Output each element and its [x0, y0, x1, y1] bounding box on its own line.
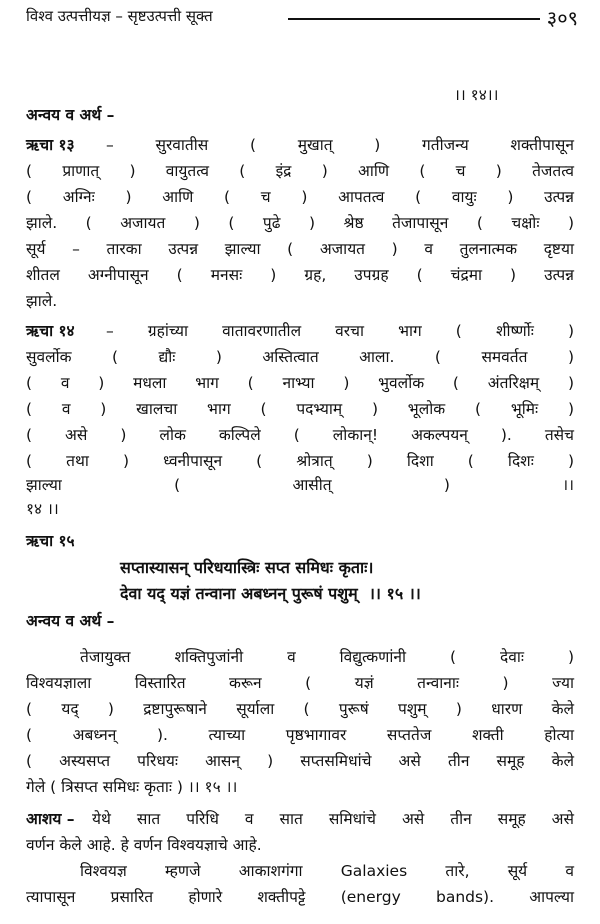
richa15-verse-line: सप्तास्यासन् परिधयास्त्रिः सप्त समिधः कृताः।	[120, 558, 374, 577]
section2-line: ( अबध्नन् ). त्याच्या पृष्ठभागावर सप्ततेज शक्ती होत्या	[26, 726, 574, 744]
section2-line: विश्वयज्ञाला विस्तारित करून ( यज्ञं तन्वानाः ) ज्या	[26, 674, 574, 692]
section2-line: ( अस्यसप्त परिधयः आसन् ) सप्तसमिधांचे असे तीन समूह केले	[26, 752, 574, 770]
richa13-line: झाले.	[26, 292, 58, 310]
ashay-line: विश्वयज्ञ म्हणजे आकाशगंगा Galaxies तारे, सूर्य व	[80, 862, 574, 880]
ashay-label: आशय –	[26, 810, 75, 828]
richa13-line: – सुरवातीस ( मुखात् ) गतीजन्य शक्तीपासून	[106, 136, 574, 154]
page-number: ३०९	[546, 6, 578, 30]
richa13-line: ( अग्निः ) आणि ( च ) आपतत्व ( वायुः ) उत्पन्न	[26, 188, 574, 206]
richa14-line: ( तथा ) ध्वनीपासून ( श्रोत्रात् ) दिशा ( दिशः )	[26, 452, 574, 470]
richa14-line: ( असे ) लोक कल्पिले ( लोकान्! अकल्पयन् ). तसेच	[26, 426, 574, 444]
section2-line: तेजायुक्त शक्तिपुजांनी व विद्युत्कणांनी ( देवाः )	[80, 648, 574, 666]
richa13-line: ( प्राणात् ) वायुतत्व ( इंद्र ) आणि ( च ) तेजतत्व	[26, 162, 574, 180]
richa15-label: ऋचा १५	[26, 532, 75, 550]
richa14-line: ( व ) मधला भाग ( नाभ्या ) भुवर्लोक ( अंतरिक्षम् )	[26, 374, 574, 392]
richa15-verse-line: देवा यद् यज्ञं तन्वाना अबध्नन् पुरूषं पशुम् ।। १५ ।।	[120, 584, 421, 603]
section2-line: ( यद् ) द्रष्टापुरूषाने सूर्याला ( पुरूषं पशुम् ) धारण केले	[26, 700, 574, 718]
richa14-line: सुवर्लोक ( द्यौः ) अस्तित्वात आला. ( समवर्तत )	[26, 348, 574, 366]
section2-line: गेले ( त्रिसप्त समिधः कृताः ) ।। १५ ।।	[26, 778, 238, 796]
richa14-line: झाल्या ( आसीत् ) ।।	[26, 476, 574, 494]
page-header	[26, 6, 578, 28]
richa13-line: सूर्य – तारका उत्पन्न झाल्या ( अजायत ) व तुलनात्मक दृष्टया	[26, 240, 574, 258]
richa13-label: ऋचा १३	[26, 136, 75, 154]
richa14-line: ( व ) खालचा भाग ( पदभ्याम् ) भूलोक ( भूमिः )	[26, 400, 574, 418]
section2-heading: अन्वय व अर्थ –	[26, 612, 115, 630]
header-rule	[288, 18, 540, 20]
ashay-line: त्यापासून प्रसारित होणारे शक्तीपट्टे (energy bands). आपल्या	[26, 888, 574, 906]
ashay-line: वर्णन केले आहे. हे वर्णन विश्वयज्ञाचे आहे.	[26, 836, 262, 854]
header-title: विश्व उत्पत्तीयज्ञ – सृष्टउत्पत्ती सूक्त	[26, 7, 213, 25]
verse14-end-mark: ।। १४।।	[454, 86, 499, 104]
richa13-line: शीतल अग्नीपासून ( मनसः ) ग्रह, उपग्रह ( चंद्रमा ) उत्पन्न	[26, 266, 574, 284]
richa13-line: झाले. ( अजायत ) ( पुढे ) श्रेष्ठ तेजापासून ( चक्षोः )	[26, 214, 574, 232]
richa14-line: – ग्रहांच्या वातावरणातील वरचा भाग ( शीर्ष्णोः )	[106, 322, 574, 340]
section1-heading: अन्वय व अर्थ –	[26, 106, 115, 124]
richa14-label: ऋचा १४	[26, 322, 75, 340]
ashay-line: येथे सात परिधि व सात समिधांचे असे तीन समूह असे	[92, 810, 574, 828]
richa14-line: १४ ।।	[26, 500, 59, 518]
